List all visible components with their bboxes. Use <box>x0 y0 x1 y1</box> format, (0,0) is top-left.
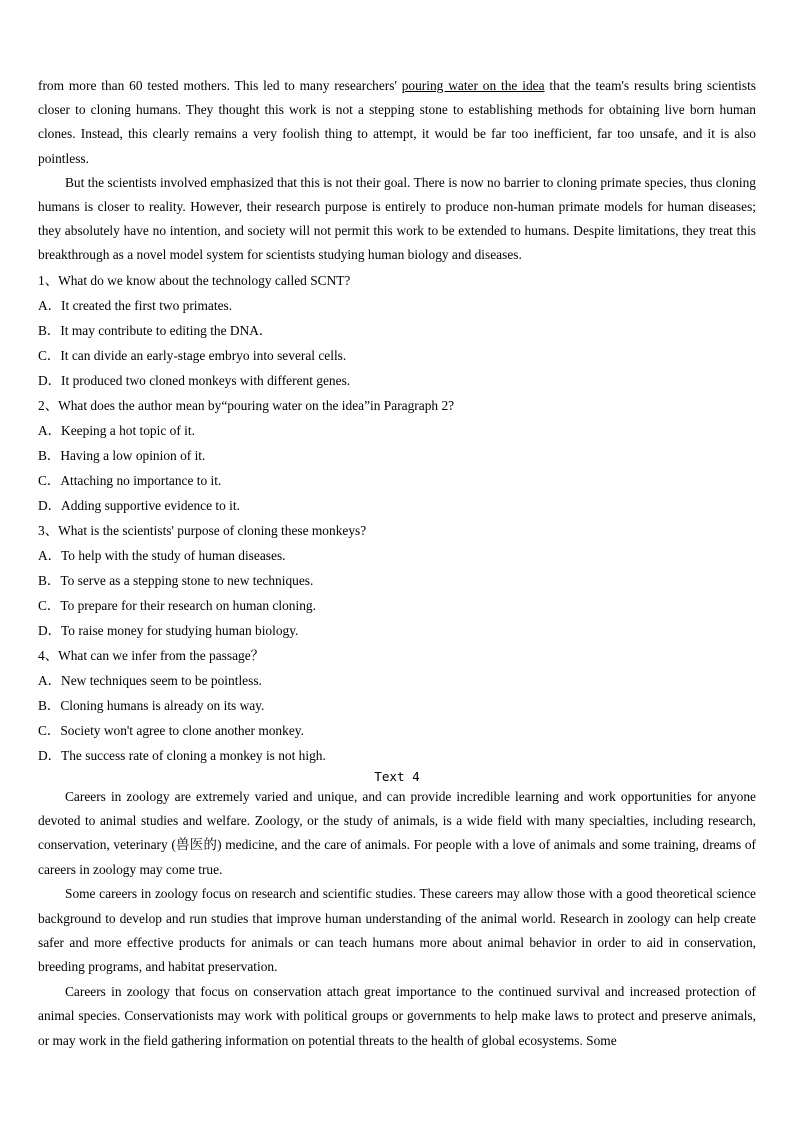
question-block <box>38 518 756 643</box>
option-b: B．Cloning humans is already on its way. <box>38 697 265 713</box>
option-a: A．To help with the study of human diseases. <box>38 547 286 563</box>
option-c: C．Society won't agree to clone another monkey. <box>38 722 304 738</box>
question-stem: 2、What does the author mean by“pouring water on the idea”in Paragraph 2? <box>38 397 455 413</box>
text4-paragraph: Some careers in zoology focus on research and scientific studies. These careers may allow those with a good theoretical science background to develop and run studies that improve human understanding of the animal world. Research in zoology can help create safer and more effective products for animals or can teach humans more about animal behavior in order to aid in conservation, breeding programs, and habitat preservation. <box>38 886 756 975</box>
option-c: C．It can divide an early-stage embryo into several cells. <box>38 347 347 363</box>
question-stem: 4、What can we infer from the passage？ <box>38 647 265 663</box>
option-d: D．It produced two cloned monkeys with different genes. <box>38 372 351 388</box>
text4-body <box>38 785 756 1053</box>
passage3-paragraph <box>38 74 756 171</box>
option-a: A．Keeping a hot topic of it. <box>38 422 195 438</box>
passage3-paragraph: But the scientists involved emphasized that this is not their goal. There is now no barrier to cloning primate species, thus cloning humans is closer to reality. However, their research purpose is entirely to produce non-human primate models for human diseases; they absolutely have no intention, and society will not permit this work to be extended to humans. Despite limitations, they treat this breakthrough as a novel model system for scientists studying human biology and diseases. <box>38 174 756 263</box>
question-block <box>38 268 756 393</box>
option-a: A．It created the first two primates. <box>38 297 233 313</box>
option-d: D．Adding supportive evidence to it. <box>38 497 240 513</box>
text4-paragraph: Careers in zoology are extremely varied and unique, and can provide incredible learning and work opportunities for anyone devoted to animal studies and welfare. Zoology, or the study of animals, is a wide field with many specialties, including research, conservation, veterinary (兽医的) medicine, and the care of animals. For people with a love of animals and some training, dreams of careers in zoology may come true. <box>38 788 756 877</box>
question-stem: 3、What is the scientists' purpose of cloning these monkeys? <box>38 522 367 538</box>
paragraph-text: from more than 60 tested mothers. This led to many researchers' <box>38 78 402 93</box>
paragraph-text: that the team's results bring scientists closer to cloning humans. They thought this work is not a stepping stone to establishing methods for obtaining live born human clones. Instead, this clearly remains a very foolish thing to attempt, it would be far too inefficient, far too unsafe, and it is also pointless. <box>38 78 756 166</box>
option-a: A．New techniques seem to be pointless. <box>38 672 262 688</box>
option-d: D．The success rate of cloning a monkey is not high. <box>38 747 326 763</box>
question-stem: 1、What do we know about the technology called SCNT? <box>38 272 351 288</box>
option-b: B．Having a low opinion of it. <box>38 447 206 463</box>
option-b: B．To serve as a stepping stone to new techniques. <box>38 572 314 588</box>
question-block <box>38 643 756 768</box>
option-c: C．To prepare for their research on human cloning. <box>38 597 316 613</box>
text4-paragraph: Careers in zoology that focus on conservation attach great importance to the continued survival and increased protection of animal species. Conservationists may work with political groups or governments to help make laws to protect and preserve animals, or may work in the field gathering information on potential threats to the health of global ecosystems. Some <box>38 983 756 1048</box>
underlined-phrase: pouring water on the idea <box>401 78 545 93</box>
option-b: B．It may contribute to editing the DNA． <box>38 322 273 338</box>
section-heading: Text 4 <box>374 768 420 784</box>
question-block <box>38 393 756 518</box>
document-page <box>38 74 756 1053</box>
option-c: C．Attaching no importance to it. <box>38 472 222 488</box>
option-d: D．To raise money for studying human biology. <box>38 622 299 638</box>
